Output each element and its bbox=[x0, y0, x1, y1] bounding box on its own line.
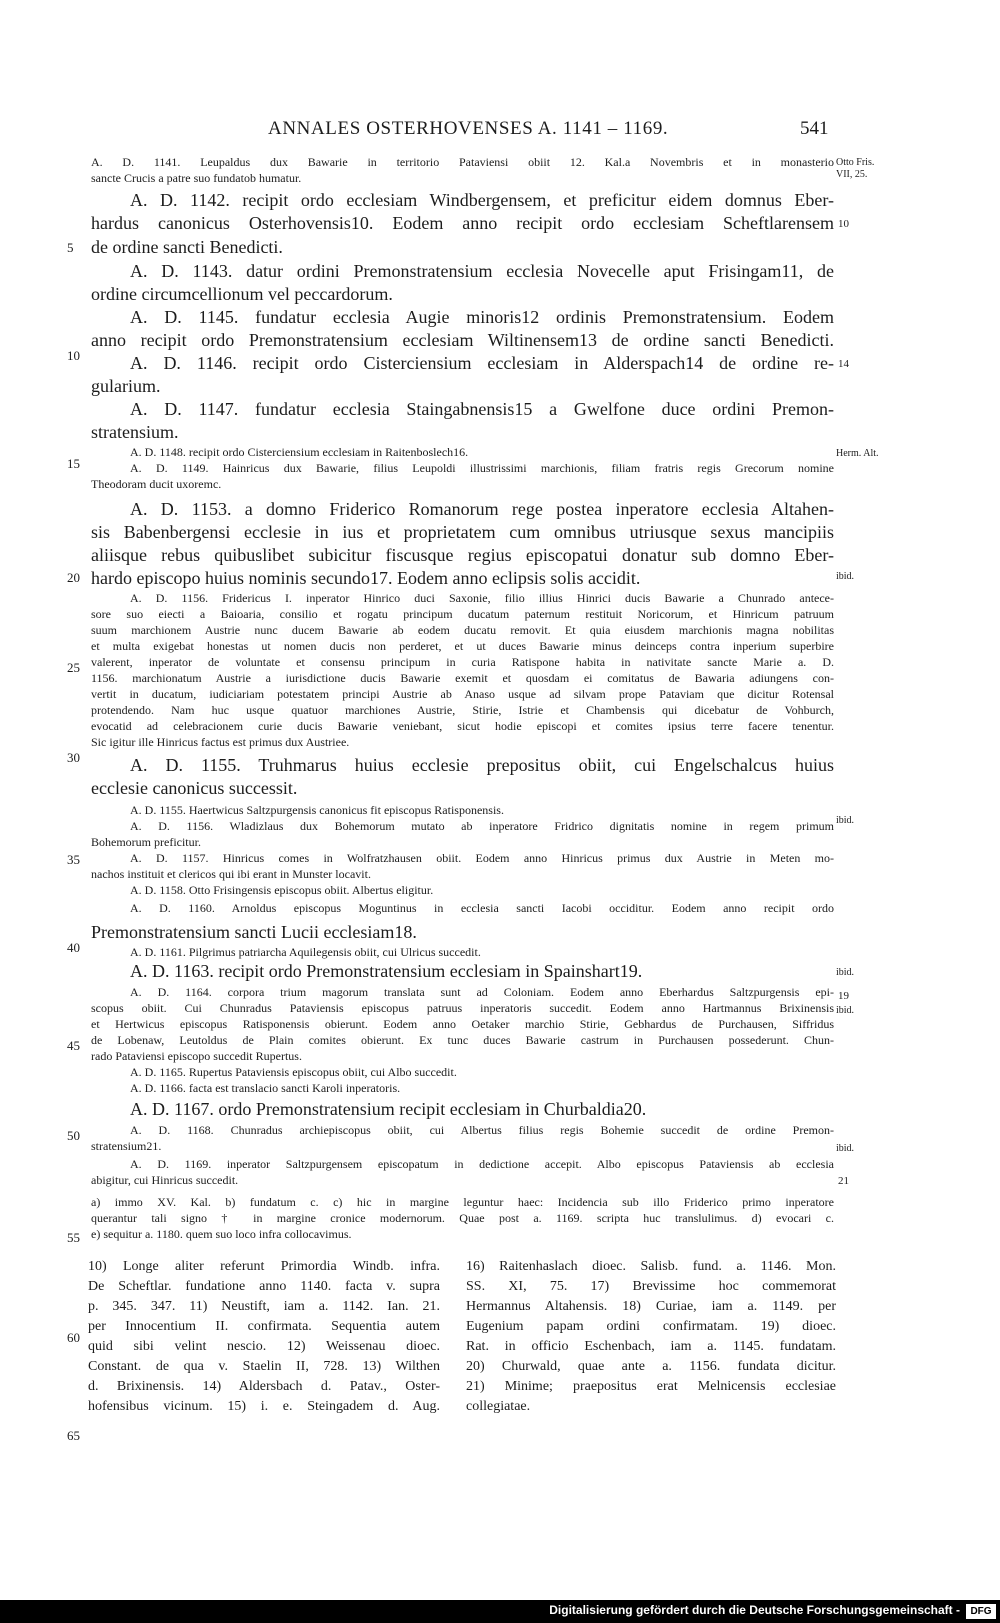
margin-note: Herm. Alt. bbox=[836, 448, 879, 459]
margin-note: ibid. bbox=[836, 1005, 855, 1016]
running-header bbox=[0, 118, 1000, 144]
text-line: Premonstratensium sancti Lucii ecclesiam18. bbox=[91, 922, 417, 942]
text-line: e) sequitur a. 1180. quem suo loco infra collocavimus. bbox=[91, 1227, 352, 1241]
dfg-logo: DFG bbox=[966, 1604, 996, 1619]
text-line: stratensium. bbox=[91, 422, 179, 442]
text-line: sancte Crucis a patre suo fundatob humatur. bbox=[91, 171, 302, 185]
text-line: A. D. 1158. Otto Frisingensis episcopus obiit. Albertus eligitur. bbox=[130, 883, 434, 897]
text-line: de Lobenaw, Leutoldus de Plain comites obierunt. Ex tunc duces Bawarie castrum in Purchausen possederunt. Chun- bbox=[91, 1033, 834, 1047]
text-line: A. D. 1165. Rupertus Pataviensis episcopus obiit, cui Albo succedit. bbox=[130, 1065, 457, 1079]
footnote-line-left: De Scheftlar. fundatione anno 1140. facta v. supra bbox=[88, 1279, 440, 1294]
text-line: A. D. 1168. Chunradus archiepiscopus obiit, cui Albertus filius regis Bohemie succedit de ordine Premon- bbox=[130, 1123, 834, 1137]
text-line: ordine circumcellionum vel peccardorum. bbox=[91, 284, 393, 304]
margin-note: Otto Fris. bbox=[836, 157, 875, 168]
text-line: A. D. 1156. Wladizlaus dux Bohemorum mutato ab inperatore Fridrico dignitatis nomine in regem primum bbox=[130, 819, 834, 833]
text-line: sis Babenbergensi ecclesie in ius et proprietatem cum omnibus utriusque sexus mancipiis bbox=[91, 522, 834, 542]
text-line: A. D. 1164. corpora trium magorum translata sunt ad Coloniam. Eodem anno Eberhardus Saltzpurgensis epi- bbox=[130, 985, 834, 999]
text-line: A. D. 1166. facta est translacio sancti Karoli inperatoris. bbox=[130, 1081, 401, 1095]
page-number: 541 bbox=[800, 118, 829, 139]
margin-note: ibid. bbox=[836, 1143, 855, 1154]
text-line: vertit in ducatum, iudiciariam potestatem principi Austrie ab Anaso usque ad silvam prope Pataviam que dicitur Rotensal bbox=[91, 687, 834, 701]
line-number: 5 bbox=[67, 240, 74, 255]
line-number: 60 bbox=[67, 1330, 80, 1345]
footnote-line-right: collegiatae. bbox=[466, 1399, 531, 1414]
text-line: A. D. 1153. a domno Friderico Romanorum rege postea inperatore ecclesia Altahen- bbox=[130, 499, 834, 519]
footnote-line-left: d. Brixinensis. 14) Aldersbach d. Patav., Oster- bbox=[88, 1379, 440, 1394]
text-line: stratensium21. bbox=[91, 1139, 162, 1153]
text-line: A. D. 1141. Leupaldus dux Bawarie in territorio Pataviensi obiit 12. Kal.a Novembris et in monasterio bbox=[91, 155, 834, 169]
text-line: A. D. 1146. recipit ordo Cisterciensium ecclesiam in Alderspach14 de ordine re- bbox=[130, 353, 834, 373]
footnote-line-left: per Innocentium II. confirmata. Sequentia autem bbox=[88, 1319, 440, 1334]
text-line: A. D. 1145. fundatur ecclesia Augie minoris12 ordinis Premonstratensium. Eodem bbox=[130, 307, 834, 327]
text-line: evocatid ad celebracionem curie ducis Bawarie veniebant, sicut hodie episcopi et comites ipsius terre facere tenentur. bbox=[91, 719, 834, 733]
text-line: hardo episcopo huius nominis secundo17. Eodem anno eclipsis solis accidit. bbox=[91, 568, 641, 588]
text-line: et multa exigebat honestas ut nomen ducis non perderet, et ut duces Bawarie minus deinceps contra inperium superbire bbox=[91, 639, 834, 653]
margin-note: VII, 25. bbox=[836, 169, 868, 180]
line-number: 25 bbox=[67, 660, 80, 675]
margin-note: ibid. bbox=[836, 571, 855, 582]
line-number: 40 bbox=[67, 940, 80, 955]
line-number: 15 bbox=[67, 456, 80, 471]
footnote-line-right: 16) Raitenhaslach dioec. Salisb. fund. a. 1146. Mon. bbox=[466, 1259, 836, 1274]
footnote-line-left: hofensibus vicinum. 15) i. e. Steingadem d. Aug. bbox=[88, 1399, 440, 1414]
text-line: A. D. 1169. inperator Saltzpurgensem episcopatum in dedictione accepit. Albo episcopus Pataviensis ab ecclesia bbox=[130, 1157, 834, 1171]
right-line-number: 10 bbox=[838, 218, 849, 230]
text-line: A. D. 1147. fundatur ecclesia Staingabnensis15 a Gwelfone duce ordini Premon- bbox=[130, 399, 834, 419]
right-line-number: 14 bbox=[838, 358, 849, 370]
footnote-line-left: Constant. de qua v. Staelin II, 728. 13) Wilthen bbox=[88, 1359, 440, 1374]
footnote-line-right: 20) Churwald, quae ante a. 1156. fundata dicitur. bbox=[466, 1359, 836, 1374]
text-line: aliisque rebus quibuslibet subicitur fiscusque regius episcopatui donatur sub domno Eber- bbox=[91, 545, 834, 565]
footnote-line-left: quid sibi velint nescio. 12) Weissenau dioec. bbox=[88, 1339, 440, 1354]
line-number: 10 bbox=[67, 348, 80, 363]
text-line: et Hertwicus episcopus Ratisponensis obierunt. Eodem anno Oetaker marchio Stirie, Gebhardus de Purchausen, Siffridus bbox=[91, 1017, 834, 1031]
right-line-number: 19 bbox=[838, 990, 849, 1002]
footnote-line-right: Eugenium papam ordini confirmatam. 19) dioec. bbox=[466, 1319, 836, 1334]
header-title: ANNALES OSTERHOVENSES A. 1141 – 1169. bbox=[268, 118, 669, 139]
text-line: hardus canonicus Osterhovensis10. Eodem anno recipit ordo ecclesiam Scheftlarensem bbox=[91, 213, 834, 233]
line-number: 20 bbox=[67, 570, 80, 585]
text-line: A. D. 1160. Arnoldus episcopus Moguntinus in ecclesia sancti Iacobi occiditur. Eodem anno recipit ordo bbox=[130, 901, 834, 915]
text-line: querantur tali signo † in margine cronice modernorum. Quae post a. 1169. scripta huc translulimus. d) evocari c. bbox=[91, 1211, 834, 1225]
text-line: protendendo. Nam huc usque quatuor marchiones Austrie, Stirie, Istrie et Chambensis qui dicebatur de Vohburch, bbox=[91, 703, 834, 717]
footnote-line-right: 21) Minime; praepositus erat Melnicensis ecclesiae bbox=[466, 1379, 836, 1394]
text-line: A. D. 1157. Hinricus comes in Wolfratzhausen obiit. Eodem anno Hinricus primus dux Austrie in Meten mo- bbox=[130, 851, 834, 865]
text-line: ecclesie canonicus successit. bbox=[91, 778, 298, 798]
text-line: rado Pataviensi episcopo succedit Rupertus. bbox=[91, 1049, 302, 1063]
text-line: A. D. 1155. Truhmarus huius ecclesie prepositus obiit, cui Engelschalcus huius bbox=[130, 755, 834, 775]
text-line: A. D. 1149. Hainricus dux Bawarie, filius Leupoldi illustrissimi marchionis, filiam fratris regis Grecorum nomine bbox=[130, 461, 834, 475]
text-line: nachos instituit et clericos qui ibi erant in Munster locavit. bbox=[91, 867, 371, 881]
text-line: Sic igitur ille Hinricus factus est primus dux Austriee. bbox=[91, 735, 350, 749]
text-line: valerent, inperator de voluntate et consensu principum in curia Ratispone habita in nativitate sancte Marie a. D. bbox=[91, 655, 834, 669]
margin-note: ibid. bbox=[836, 967, 855, 978]
footer-credit: Digitalisierung gefördert durch die Deutsche Forschungsgemeinschaft - bbox=[549, 1603, 960, 1617]
text-line: A. D. 1156. Fridericus I. inperator Hinrico duci Saxonie, filio illius Hinrici ducis Bawarie a Chunrado antece- bbox=[130, 591, 834, 605]
text-line: A. D. 1143. datur ordini Premonstratensium ecclesia Novecelle aput Frisingam11, de bbox=[130, 261, 834, 281]
footnote-line-right: SS. XI, 75. 17) Brevissime hoc commemorat bbox=[466, 1279, 836, 1294]
text-line: Bohemorum preficitur. bbox=[91, 835, 201, 849]
text-line: Theodoram ducit uxoremc. bbox=[91, 477, 222, 491]
text-line: 1156. marchionatum Austrie a iurisdictione ducis Bawarie exemit et quosdam ei comitatus de Bawaria adiungens con- bbox=[91, 671, 834, 685]
line-number: 55 bbox=[67, 1230, 80, 1245]
digitization-footer bbox=[0, 1600, 1000, 1623]
footnote-line-left: p. 345. 347. 11) Neustift, iam a. 1142. Ian. 21. bbox=[88, 1299, 440, 1314]
footnote-line-left: 10) Longe aliter referunt Primordia Windb. infra. bbox=[88, 1259, 440, 1274]
text-line: A. D. 1163. recipit ordo Premonstratensium ecclesiam in Spainshart19. bbox=[130, 961, 643, 981]
margin-note: ibid. bbox=[836, 815, 855, 826]
text-line: anno recipit ordo Premonstratensium ecclesiam Wiltinensem13 de ordine sancti Benedicti. bbox=[91, 330, 834, 350]
text-line: a) immo XV. Kal. b) fundatum c. c) hic in margine leguntur haec: Incidencia sub illo Friderico primo inperatore bbox=[91, 1195, 834, 1209]
text-line: A. D. 1155. Haertwicus Saltzpurgensis canonicus fit episcopus Ratisponensis. bbox=[130, 803, 504, 817]
line-number: 30 bbox=[67, 750, 80, 765]
line-number: 65 bbox=[67, 1428, 80, 1443]
text-line: gularium. bbox=[91, 376, 161, 396]
text-line: abigitur, cui Hinricus succedit. bbox=[91, 1173, 239, 1187]
footnote-line-right: Hermannus Altahensis. 18) Curiae, iam a. 1149. per bbox=[466, 1299, 836, 1314]
line-number: 50 bbox=[67, 1128, 80, 1143]
line-number: 45 bbox=[67, 1038, 80, 1053]
text-line: A. D. 1167. ordo Premonstratensium recipit ecclesiam in Churbaldia20. bbox=[130, 1099, 647, 1119]
text-line: scopus obiit. Cui Chunradus Pataviensis episcopus patruus inperatoris succedit. Eodem anno Hartmannus Brixinensis bbox=[91, 1001, 834, 1015]
footnote-line-right: Rat. in officio Eschenbach, iam a. 1145. fundatam. bbox=[466, 1339, 836, 1354]
text-line: A. D. 1148. recipit ordo Cisterciensium ecclesiam in Raitenboslech16. bbox=[130, 445, 469, 459]
right-line-number: 21 bbox=[838, 1175, 849, 1187]
text-line: A. D. 1142. recipit ordo ecclesiam Windbergensem, et preficitur eidem domnus Eber- bbox=[130, 190, 834, 210]
line-number: 35 bbox=[67, 852, 80, 867]
text-line: A. D. 1161. Pilgrimus patriarcha Aquilegensis obiit, cui Ulricus succedit. bbox=[130, 945, 481, 959]
text-line: sore suo eiecti a Baioaria, consilio et rogatu principum ducatum paternum restituit Noricorum, et Hinricum patruum bbox=[91, 607, 834, 621]
text-line: suum marchionem Austrie nunc ducem Bawarie ab eodem ducatu removit. Et quia eiusdem marchionis magna nobilitas bbox=[91, 623, 834, 637]
text-line: de ordine sancti Benedicti. bbox=[91, 237, 283, 257]
